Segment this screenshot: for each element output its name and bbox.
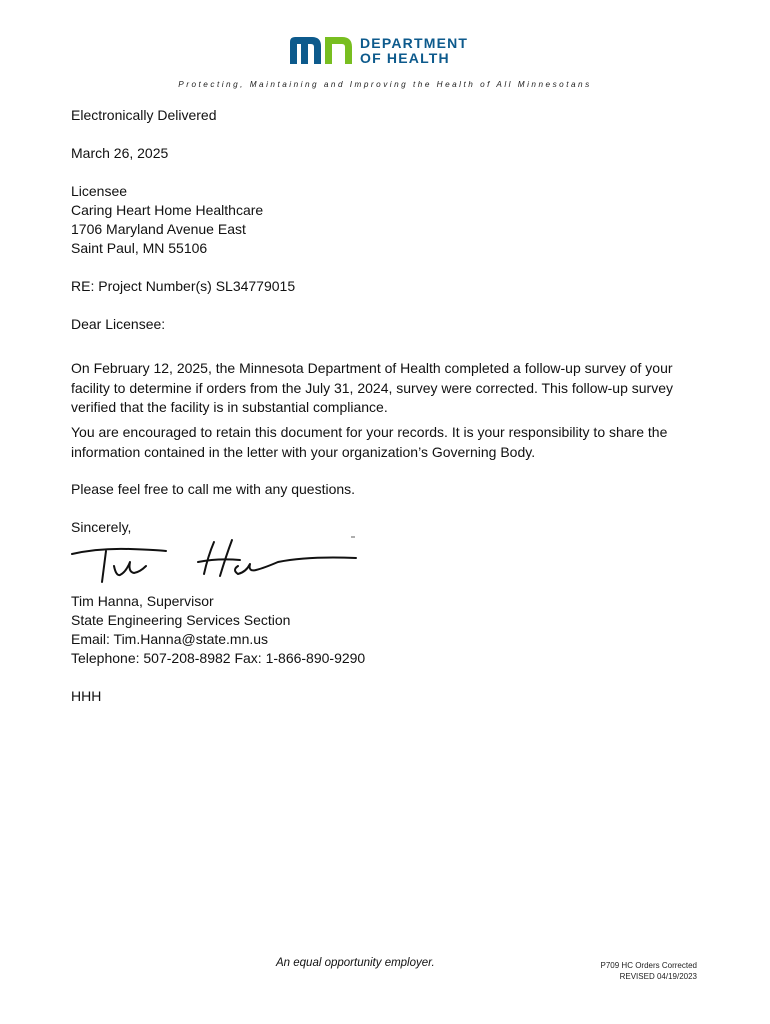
delivery-method: Electronically Delivered (71, 107, 217, 123)
paragraph-1: On February 12, 2025, the Minnesota Department of Health completed a follow-up survey of your facility to determine if orders from the July 31, 2024, survey were corrected. This follow-up survey verified that the facility is in substantial compliance. (71, 360, 673, 415)
signer-email: Email: Tim.Hanna@state.mn.us (71, 631, 269, 647)
form-id: P709 HC Orders Corrected (600, 961, 697, 970)
typist-initials: HHH (71, 688, 102, 704)
form-revision (601, 960, 697, 982)
closing: Sincerely, (71, 519, 132, 535)
logo-line2: OF HEALTH (360, 50, 450, 66)
signer-phone: Telephone: 507-208-8982 Fax: 1-866-890-9290 (71, 650, 366, 666)
signer-name-title: Tim Hanna, Supervisor (71, 593, 214, 609)
logo-line1: DEPARTMENT (360, 35, 469, 51)
mdh-logo (288, 34, 488, 66)
tagline: Protecting, Maintaining and Improving the Health of All Minnesotans (178, 80, 592, 89)
salutation: Dear Licensee: (71, 316, 166, 332)
address-line: Caring Heart Home Healthcare (71, 202, 264, 218)
signature-image (68, 532, 368, 588)
recipient-address (71, 182, 691, 258)
revised-date: REVISED 04/19/2023 (619, 972, 697, 981)
address-line: 1706 Maryland Avenue East (71, 221, 246, 237)
signer-section: State Engineering Services Section (71, 612, 291, 628)
letter-date: March 26, 2025 (71, 145, 169, 161)
signature-block (71, 592, 691, 668)
address-line: Saint Paul, MN 55106 (71, 240, 208, 256)
paragraph-3: Please feel free to call me with any questions. (71, 481, 356, 497)
address-line: Licensee (71, 183, 128, 199)
re-line: RE: Project Number(s) SL34779015 (71, 278, 296, 294)
equal-opportunity-statement: An equal opportunity employer. (276, 957, 435, 969)
paragraph-2: You are encouraged to retain this document for your records. It is your responsibility to share the information contained in the letter with your organization’s Governing Body. (71, 424, 668, 460)
